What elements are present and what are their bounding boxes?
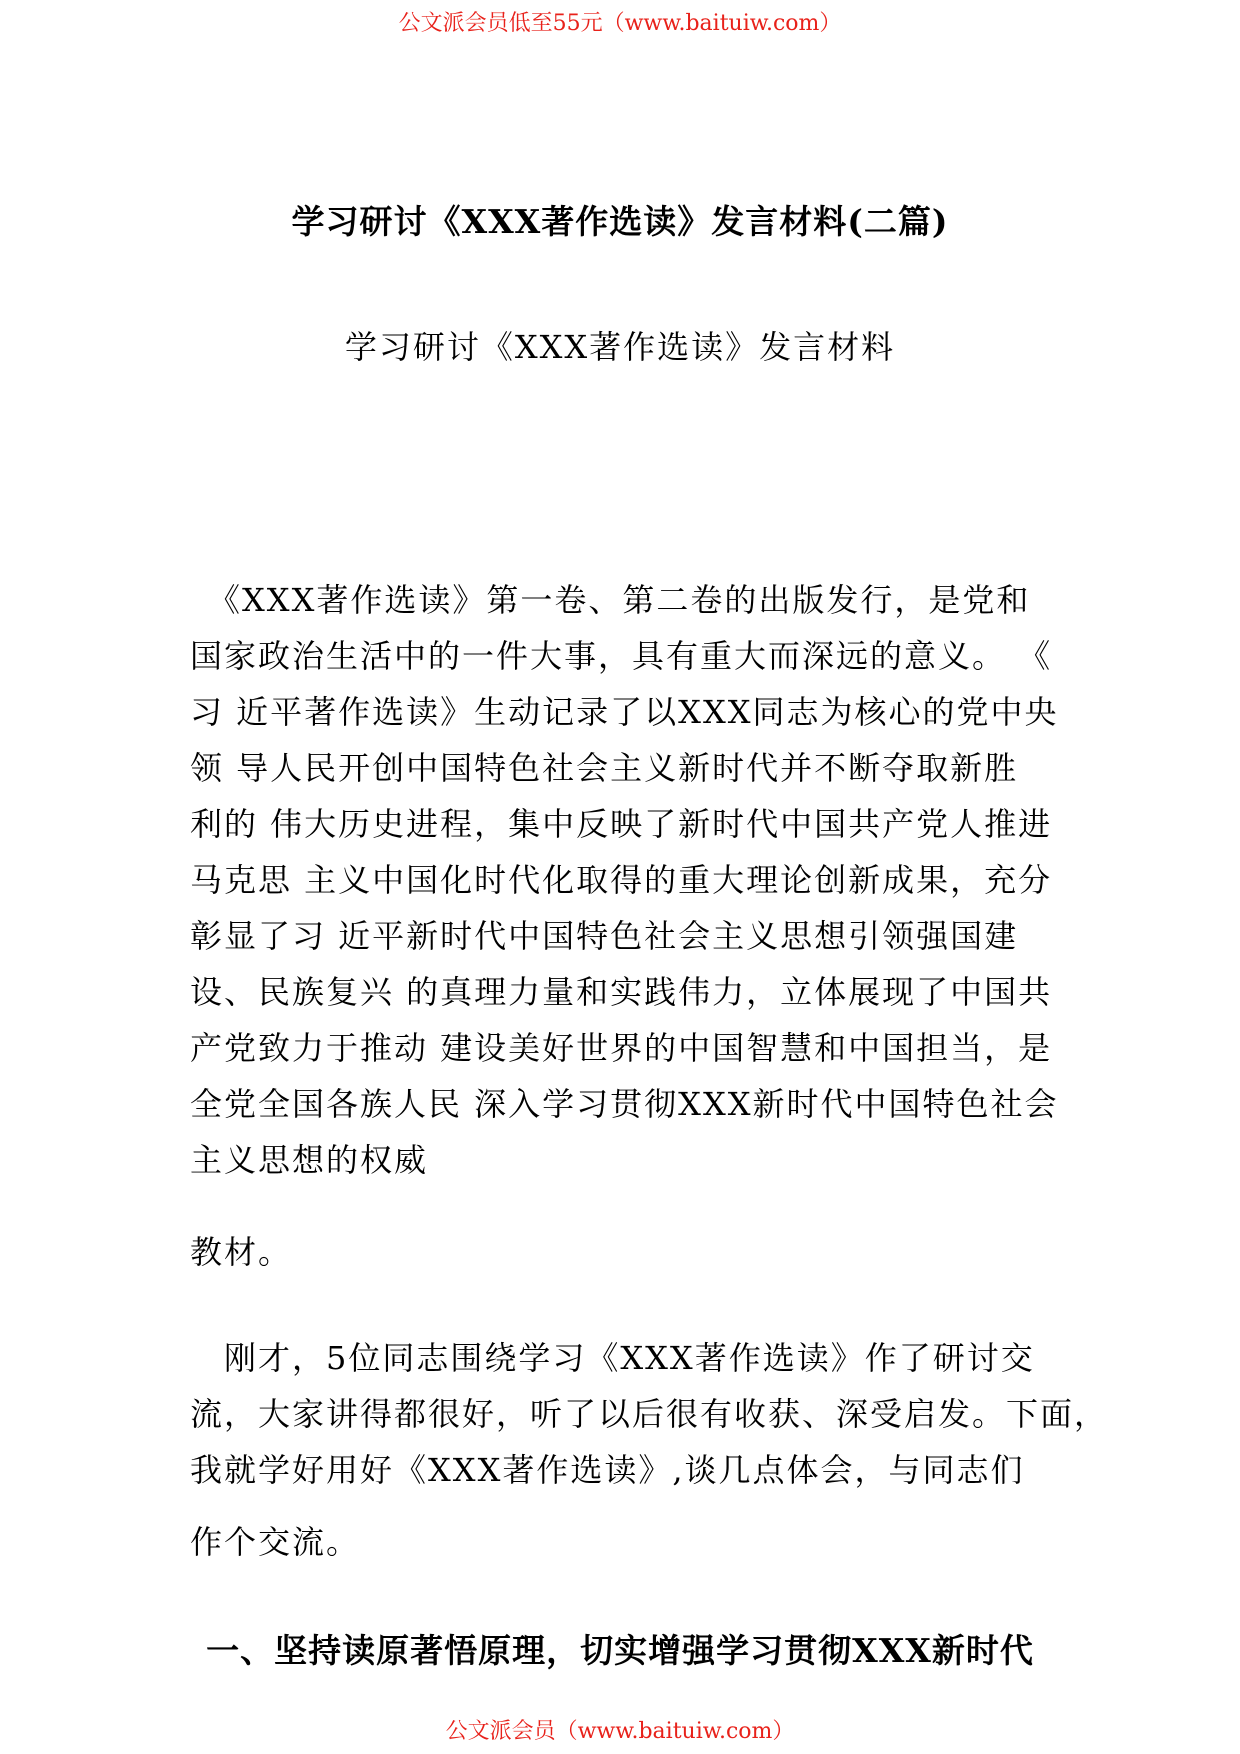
section-heading-1: 一、坚持读原著悟原理，切实增强学习贯彻XXX新时代 xyxy=(206,1631,1034,1670)
paragraph-line: 我就学好用好《XXX著作选读》,谈几点体会，与同志们 xyxy=(190,1451,1025,1489)
paragraph-line: 主义思想的权威 xyxy=(190,1141,429,1179)
paragraph-line: 《XXX著作选读》第一卷、第二卷的出版发行，是党和 xyxy=(190,581,1031,619)
paragraph-line: 彰显了习 近平新时代中国特色社会主义思想引领强国建 xyxy=(190,917,1019,955)
paragraph-line: 国家政治生活中的一件大事，具有重大而深远的意义。 《 xyxy=(190,637,1053,675)
paragraph-2-end: 作个交流。 xyxy=(190,1523,361,1561)
footer-watermark: 公文派会员（www.baituiw.com） xyxy=(445,1719,795,1744)
paragraph-line: 利的 伟大历史进程，集中反映了新时代中国共产党人推进 xyxy=(190,805,1053,843)
paragraph-line: 习 近平著作选读》生动记录了以XXX同志为核心的党中央 xyxy=(190,693,1059,731)
paragraph-1 xyxy=(190,572,1058,1188)
paragraph-2 xyxy=(190,1330,1109,1498)
paragraph-line: 流，大家讲得都很好，听了以后很有收获、深受启发。下面， xyxy=(190,1395,1109,1433)
paragraph-line: 产党致力于推动 建设美好世界的中国智慧和中国担当，是 xyxy=(190,1029,1053,1067)
paragraph-line: 马克思 主义中国化时代化取得的重大理论创新成果，充分 xyxy=(190,861,1053,899)
document-subtitle: 学习研讨《XXX著作选读》发言材料 xyxy=(344,328,896,366)
paragraph-line: 设、民族复兴 的真理力量和实践伟力，立体展现了中国共 xyxy=(190,973,1053,1011)
paragraph-line: 领 导人民开创中国特色社会主义新时代并不断夺取新胜 xyxy=(190,749,1019,787)
paragraph-1-end: 教材。 xyxy=(190,1233,293,1271)
header-watermark: 公文派会员低至55元（www.baituiw.com） xyxy=(398,11,842,36)
paragraph-line: 全党全国各族人民 深入学习贯彻XXX新时代中国特色社会 xyxy=(190,1085,1059,1123)
document-title: 学习研讨《XXX著作选读》发言材料(二篇) xyxy=(291,202,949,241)
paragraph-line: 刚才，5位同志围绕学习《XXX著作选读》作了研讨交 xyxy=(190,1339,1035,1377)
